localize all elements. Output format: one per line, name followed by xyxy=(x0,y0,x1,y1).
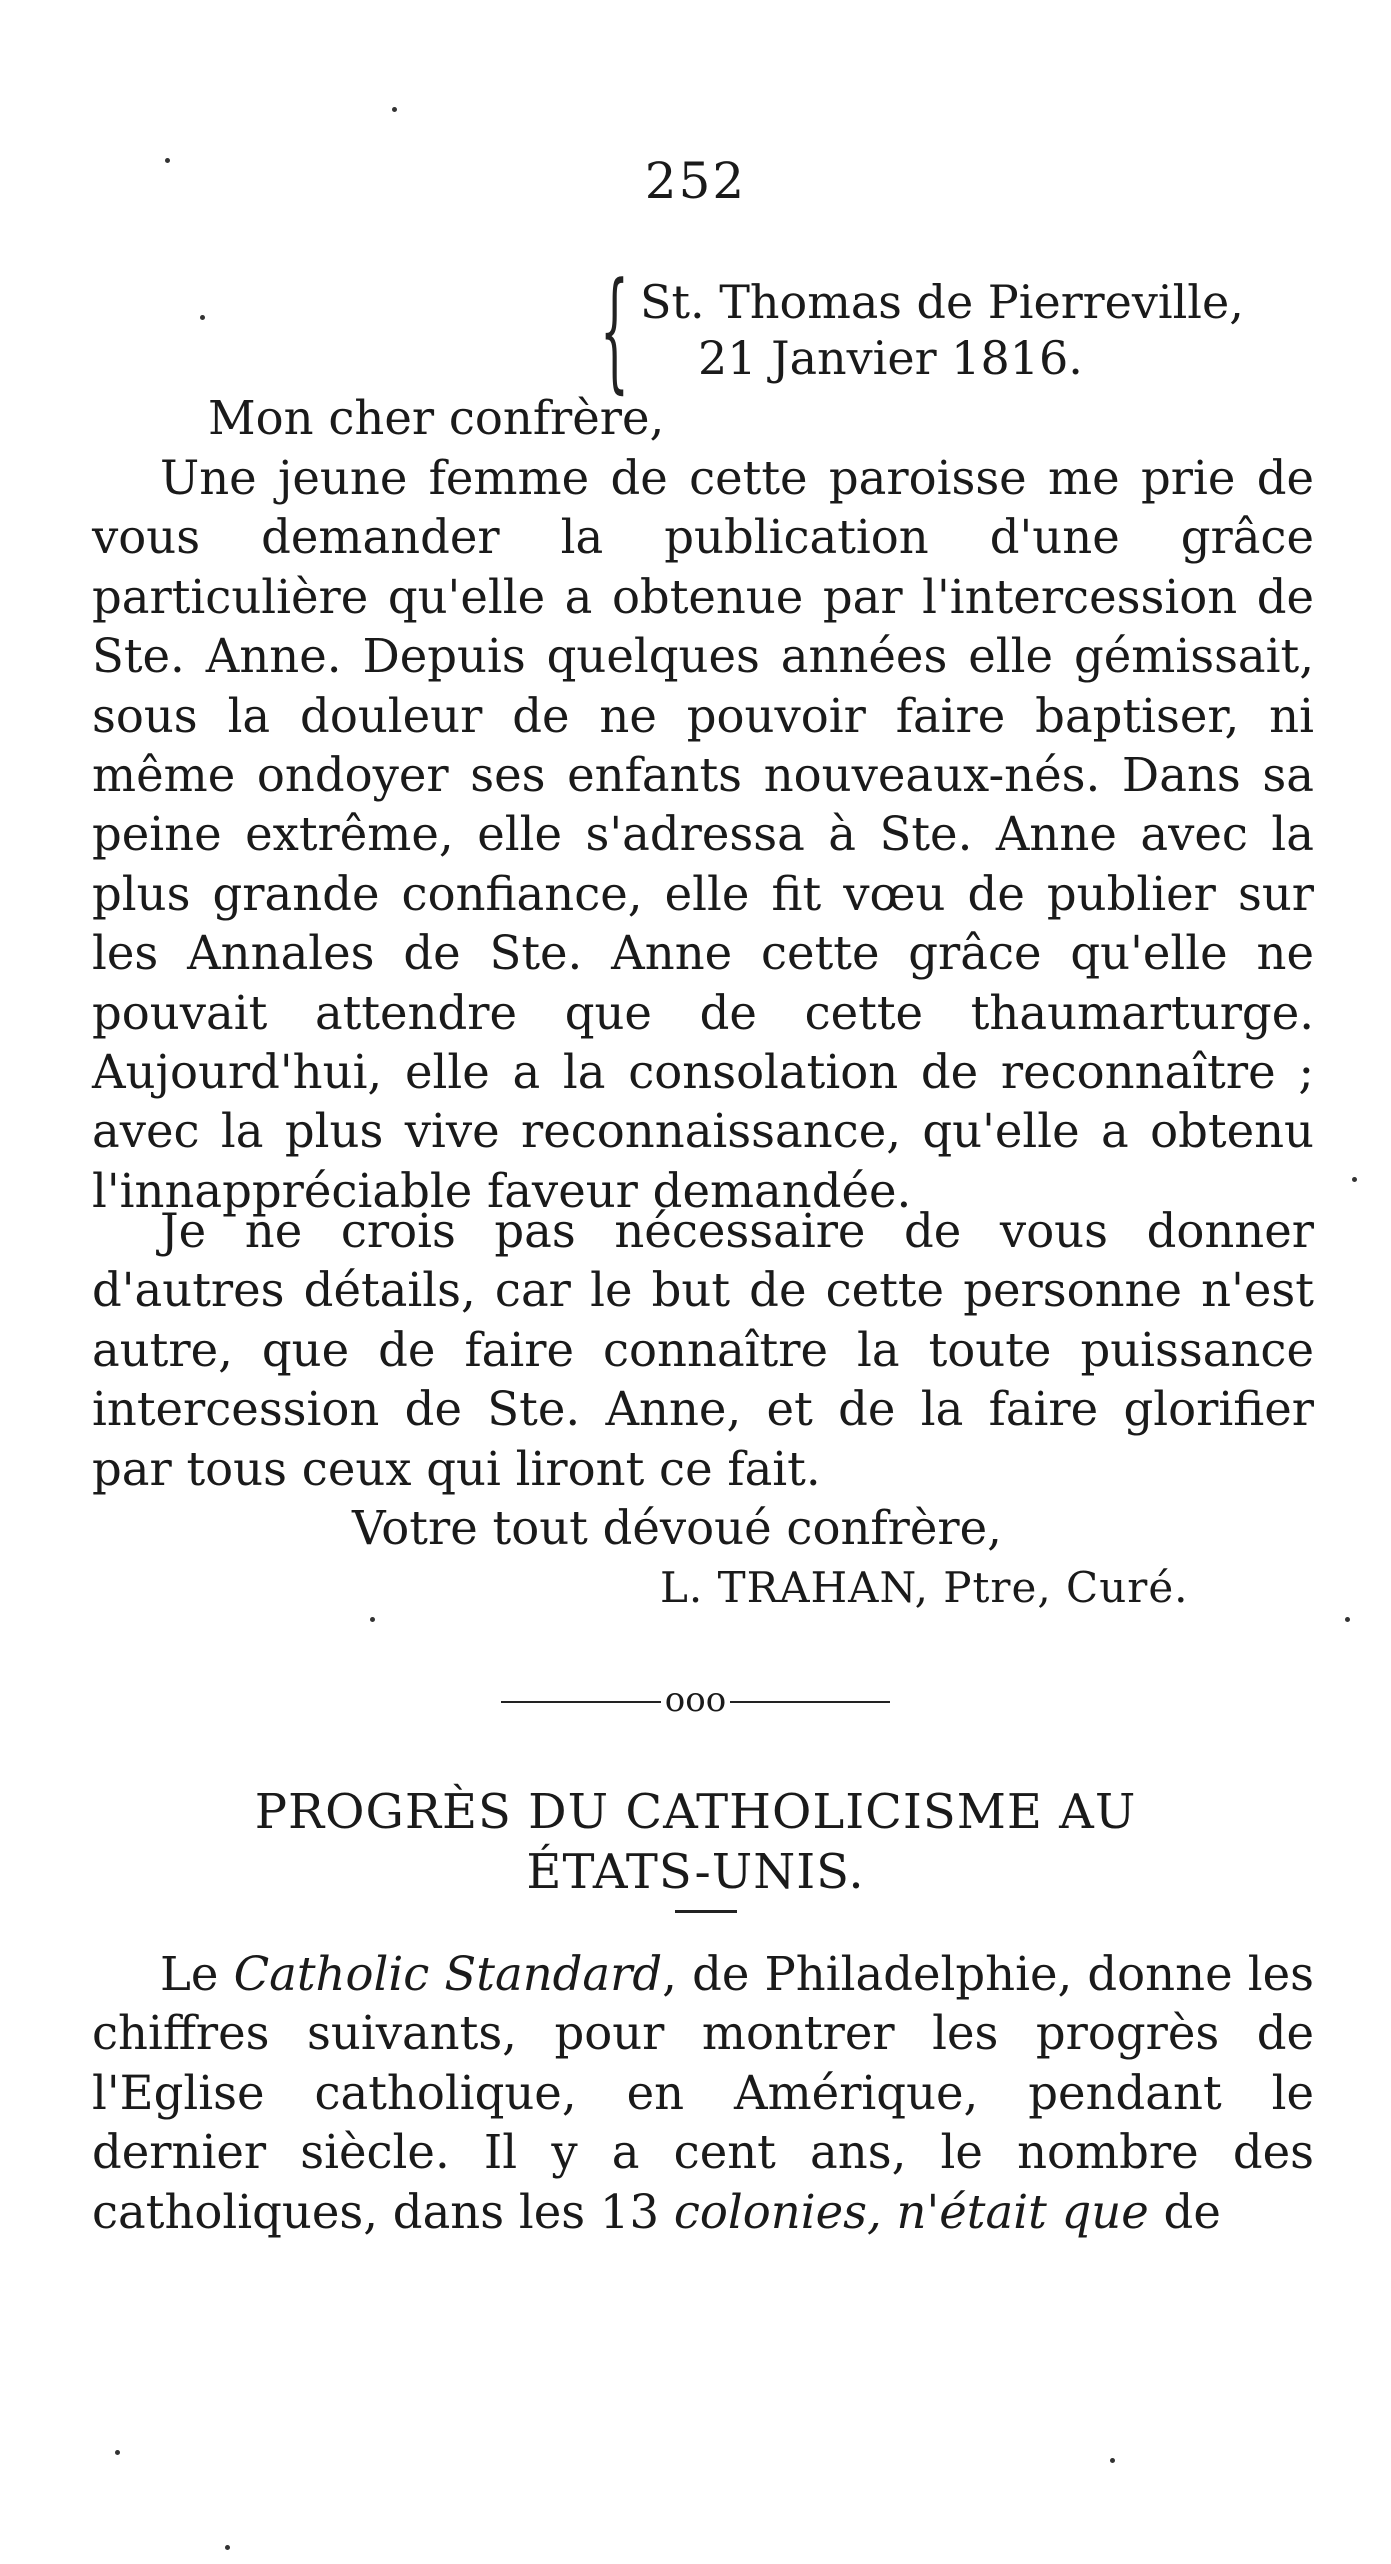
speck xyxy=(1345,1617,1350,1622)
separator-rule-left xyxy=(501,1701,661,1703)
article-heading xyxy=(0,1782,1391,1902)
newspaper-title: Catholic Standard xyxy=(233,1947,663,2001)
heading-underline-rule xyxy=(675,1910,737,1913)
speck xyxy=(115,2450,120,2455)
speck xyxy=(1352,1177,1357,1182)
heading-line-2: ÉTATS-UNIS. xyxy=(526,1844,865,1900)
letter-dateline xyxy=(600,254,1360,406)
brace-glyph: { xyxy=(600,254,629,406)
speck xyxy=(392,107,397,112)
heading-line-1: PROGRÈS DU CATHOLICISME AU xyxy=(254,1784,1137,1840)
para3-italic-phrase: colonies, n'était que xyxy=(673,2184,1149,2239)
letter-closing: Votre tout dévoué confrère, xyxy=(352,1501,1002,1555)
article-paragraph-1 xyxy=(92,1945,1314,2242)
speck xyxy=(165,158,170,163)
salutation: Mon cher confrère, xyxy=(208,391,665,445)
letter-paragraph-1: Une jeune femme de cette paroisse me prie de vous demander la publication d'une grâce particulière qu'elle a obtenue par l'intercession de Ste. Anne. Depuis quelques années elle gémissait, sous la douleur de ne pouvoir faire baptiser, ni même ondoyer ses enfants nouveaux-nés. Dans sa peine extrême, elle s'adressa à Ste. Anne avec la plus grande confiance, elle fit vœu de publier sur les Annales de Ste. Anne cette grâce qu'elle ne pouvait attendre que de cette thaumarturge. Aujourd'hui, elle a la consolation de reconnaître ; avec la plus vive reconnaissance, qu'elle a obtenu l'innappréciable faveur demandée. xyxy=(92,451,1314,1218)
dateline-place: St. Thomas de Pierreville, xyxy=(640,275,1244,329)
section-separator xyxy=(0,1675,1391,1725)
speck xyxy=(370,1617,375,1622)
page-number: 252 xyxy=(644,152,747,210)
separator-ornament: ooo xyxy=(664,1680,727,1720)
separator-rule-right xyxy=(730,1701,890,1703)
speck xyxy=(1110,2458,1115,2463)
para3-text-middle: , de Philadelphie, donne les chiffres suivants, pour montrer les progrès de l'Eglise catholique, en Amérique, pendant le dernier siècle. Il y a cent ans, le nombre des catholiques, dans les 13 xyxy=(92,1947,1314,2239)
para3-text-end: de xyxy=(1148,2184,1221,2239)
letter-paragraph-2: Je ne crois pas nécessaire de vous donner d'autres détails, car le but de cette personne n'est autre, que de faire connaître la toute puissance intercession de Ste. Anne, et de la faire glorifier par tous ceux qui liront ce fait. xyxy=(92,1204,1314,1496)
para3-text-start: Le xyxy=(160,1947,234,2001)
speck xyxy=(225,2545,230,2550)
speck xyxy=(200,315,205,320)
letter-signature: L. TRAHAN, Ptre, Curé. xyxy=(660,1563,1189,1612)
dateline-date: 21 Janvier 1816. xyxy=(698,331,1083,385)
